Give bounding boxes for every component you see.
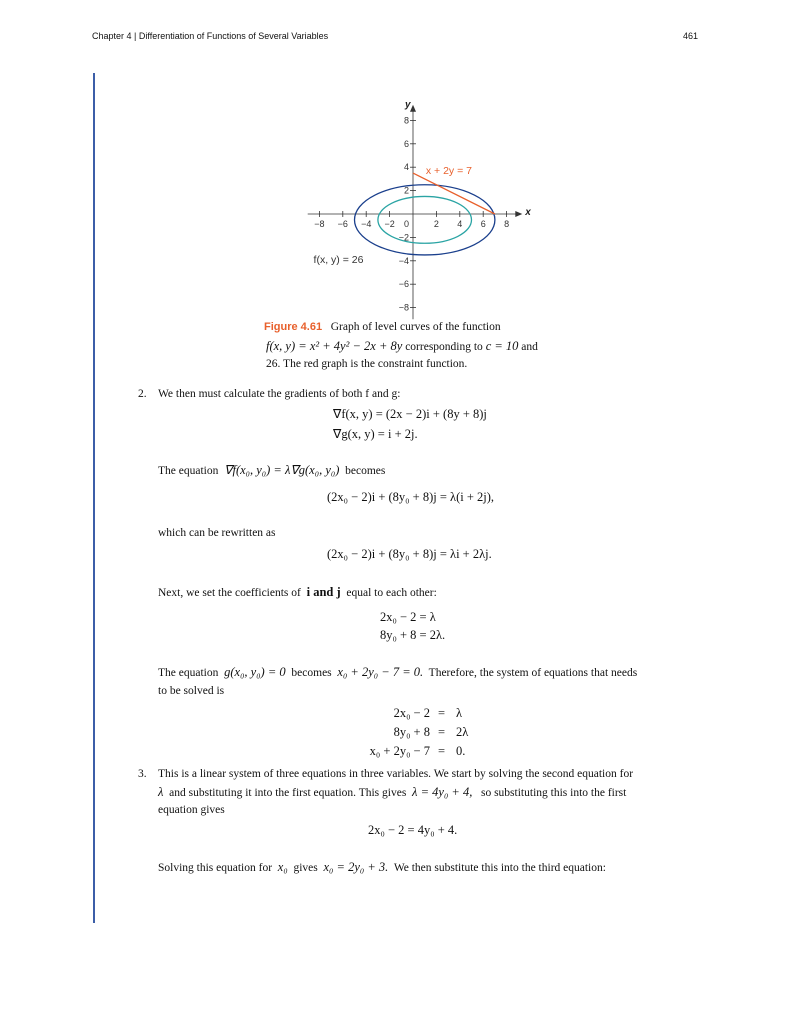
c-second-value: 26. bbox=[266, 358, 281, 370]
y-tick-label: 6 bbox=[403, 138, 409, 149]
page-number: 461 bbox=[682, 31, 698, 41]
level-curves-chart bbox=[300, 100, 540, 322]
figure-caption-line-2 bbox=[266, 339, 538, 354]
x0-symbol: x₀ bbox=[277, 860, 288, 874]
equation-2: (2x₀ − 2)i + (8y₀ + 8)j = λi + 2λj. bbox=[327, 547, 492, 561]
text: Therefore, the system of equations that needs bbox=[428, 667, 638, 679]
system-equals: = bbox=[438, 706, 446, 720]
x-tick-label: −4 bbox=[361, 219, 372, 229]
text: equal to each other: bbox=[346, 587, 437, 599]
y-axis-label: y bbox=[405, 100, 411, 111]
text: Next, we set the coefficients of bbox=[158, 587, 301, 599]
x-tick-label: 6 bbox=[480, 219, 486, 229]
x-axis-label: x bbox=[525, 207, 531, 218]
y-tick-label: 8 bbox=[403, 115, 409, 126]
step3-line-1: This is a linear system of three equations in three variables. We start by solving the second equation for bbox=[158, 768, 634, 780]
gradient-g: ∇g(x, y) = i + 2j. bbox=[333, 427, 418, 441]
running-header: Chapter 4 | Differentiation of Functions of Several Variables bbox=[92, 31, 329, 41]
caption-text: and bbox=[521, 341, 538, 353]
constraint-label: x + 2y = 7 bbox=[425, 165, 472, 178]
function-expression: f(x, y) = x² + 4y² − 2x + 8y bbox=[266, 339, 403, 353]
system-lhs-1: 2x₀ − 2 bbox=[393, 706, 430, 720]
origin-label: 0 bbox=[403, 219, 409, 229]
y-tick-label: −2 bbox=[398, 232, 409, 243]
text: gives bbox=[293, 862, 318, 874]
step2-intro: We then must calculate the gradients of both f and g: bbox=[158, 388, 401, 400]
text: becomes bbox=[345, 465, 386, 477]
x-tick-label: 4 bbox=[457, 219, 463, 229]
system-1-eq-b: 8y₀ + 8 = 2λ. bbox=[380, 628, 446, 642]
system-lhs-3: x₀ + 2y₀ − 7 bbox=[369, 744, 430, 758]
x0-solution: x₀ = 2y₀ + 3. bbox=[323, 860, 389, 874]
step3-line-3: equation gives bbox=[158, 804, 225, 816]
step-number: 3. bbox=[138, 768, 147, 780]
text: The equation bbox=[158, 667, 219, 679]
system-equals: = bbox=[438, 744, 446, 758]
lambda-equation: λ = 4y₀ + 4, bbox=[412, 785, 473, 799]
level-curve-annotation: f(x, y) = 26 bbox=[313, 254, 364, 267]
x-axis-arrow bbox=[515, 211, 522, 217]
system-equals: = bbox=[438, 725, 446, 739]
coefficient-text bbox=[158, 585, 437, 600]
x-tick-label: −2 bbox=[384, 219, 395, 229]
y-tick-label: −6 bbox=[398, 279, 409, 290]
system-lhs-2: 8y₀ + 8 bbox=[393, 725, 430, 739]
constraint-text-2: to be solved is bbox=[158, 685, 225, 697]
level-curve-c26 bbox=[355, 185, 495, 255]
solve-text bbox=[158, 860, 606, 875]
system-rhs-3: 0. bbox=[456, 744, 466, 758]
x-tick-label: 2 bbox=[433, 219, 439, 229]
substituted-equation: 2x₀ − 2 = 4y₀ + 4. bbox=[368, 823, 458, 837]
step3-line-2 bbox=[158, 785, 626, 800]
step-number: 2. bbox=[138, 388, 147, 400]
caption-text: The red graph is the constraint function. bbox=[283, 358, 468, 370]
constraint-line bbox=[413, 173, 495, 214]
system-rhs-1: λ bbox=[456, 706, 463, 720]
caption-text: corresponding to bbox=[405, 341, 483, 353]
system-rhs-2: 2λ bbox=[456, 725, 469, 739]
text: We then substitute this into the third equation: bbox=[393, 862, 606, 874]
figure-caption-line-3 bbox=[266, 358, 467, 370]
constraint-equation: g(x₀, y₀) = 0 bbox=[224, 665, 286, 679]
x-tick-label: −6 bbox=[337, 219, 348, 229]
text: becomes bbox=[291, 667, 332, 679]
equation-1: (2x₀ − 2)i + (8y₀ + 8)j = λ(i + 2j), bbox=[327, 490, 495, 504]
text: and substituting it into the first equation. This gives bbox=[169, 787, 407, 799]
rewrite-text: which can be rewritten as bbox=[158, 527, 276, 539]
y-tick-label: −8 bbox=[398, 302, 409, 313]
constraint-text bbox=[158, 665, 637, 680]
c-value: c = 10 bbox=[485, 339, 519, 353]
ij-vectors: i and j bbox=[306, 585, 341, 599]
y-tick-label: 2 bbox=[403, 185, 409, 196]
lambda-symbol: λ bbox=[158, 785, 164, 799]
x-tick-label: 8 bbox=[504, 219, 510, 229]
text: The equation bbox=[158, 465, 219, 477]
y-tick-label: 4 bbox=[403, 162, 409, 173]
equation-intro bbox=[158, 462, 385, 478]
y-tick-label: −4 bbox=[398, 255, 409, 266]
system-1-eq-a: 2x₀ − 2 = λ bbox=[380, 610, 436, 624]
figure-label: Figure 4.61 bbox=[264, 321, 323, 333]
figure-caption-line-1 bbox=[264, 321, 501, 333]
lagrange-condition: ∇f(x₀, y₀) = λ∇g(x₀, y₀) bbox=[224, 463, 340, 477]
gradient-f: ∇f(x, y) = (2x − 2)i + (8y + 8)j bbox=[333, 407, 487, 421]
caption-text: Graph of level curves of the function bbox=[330, 321, 501, 333]
margin-rule bbox=[93, 73, 95, 923]
text: Solving this equation for bbox=[158, 862, 273, 874]
y-axis-arrow bbox=[410, 105, 416, 112]
constraint-expanded: x₀ + 2y₀ − 7 = 0. bbox=[337, 665, 424, 679]
x-tick-label: −8 bbox=[314, 219, 325, 229]
text: so substituting this into the first bbox=[480, 787, 627, 799]
